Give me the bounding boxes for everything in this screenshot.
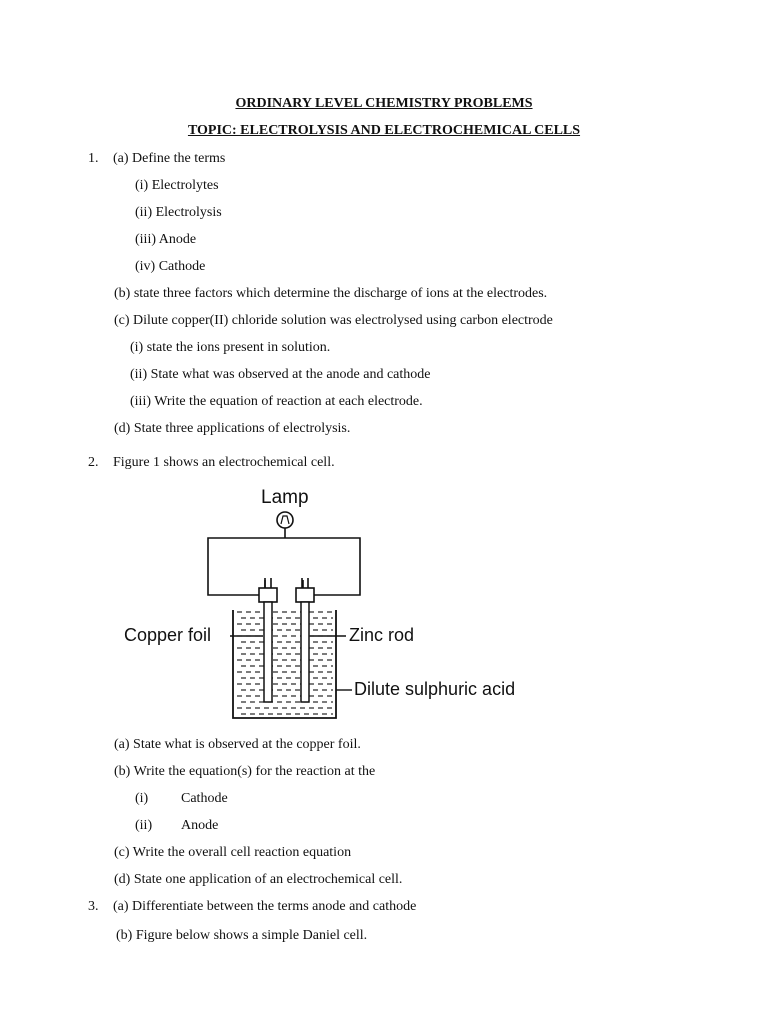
q2-part-c: (c) Write the overall cell reaction equation: [114, 845, 352, 860]
q2-b-i: Cathode: [181, 791, 228, 806]
q2-b-ii-number: (ii): [135, 818, 153, 833]
electrolyte-solution: [237, 612, 333, 714]
q2-intro: Figure 1 shows an electrochemical cell.: [113, 455, 335, 470]
zinc-rod-electrode: [301, 602, 309, 702]
topic-heading: TOPIC: ELECTROLYSIS AND ELECTROCHEMICAL CELLS: [187, 123, 581, 138]
q1-part-b: (b) state three factors which determine the discharge of ions at the electrodes.: [114, 286, 548, 301]
q1-c-i: (i) state the ions present in solution.: [130, 340, 331, 355]
q1-part-d: (d) State three applications of electrolysis.: [114, 421, 351, 436]
q2-number: 2.: [88, 455, 99, 470]
zinc-rod-label: Zinc rod: [349, 625, 415, 645]
q2-b-ii: Anode: [181, 818, 219, 833]
copper-foil-electrode: [264, 602, 272, 702]
q1-a-iv: (iv) Cathode: [135, 259, 206, 274]
beaker: [233, 610, 336, 718]
q1-number: 1.: [88, 151, 99, 166]
q1-a-iii: (iii) Anode: [135, 232, 197, 247]
q1-part-c: (c) Dilute copper(II) chloride solution was electrolysed using carbon electrode: [114, 313, 553, 328]
q1-c-iii: (iii) Write the equation of reaction at each electrode.: [130, 394, 423, 409]
q2-part-b: (b) Write the equation(s) for the reaction at the: [114, 764, 376, 779]
copper-foil-label: Copper foil: [124, 625, 212, 645]
q2-part-a: (a) State what is observed at the copper foil.: [114, 737, 361, 752]
q2-part-d: (d) State one application of an electrochemical cell.: [114, 872, 403, 887]
q1-part-a: (a) Define the terms: [113, 151, 226, 166]
electrode-clamps: [259, 578, 314, 602]
document-title: ORDINARY LEVEL CHEMISTRY PROBLEMS: [235, 96, 533, 111]
dilute-sulphuric-acid-label: Dilute sulphuric acid: [354, 679, 516, 699]
lamp-label: Lamp: [261, 487, 309, 508]
lamp-icon: [277, 512, 293, 538]
external-wire: [208, 538, 360, 595]
electrochemical-cell-figure: [120, 478, 540, 728]
q2-b-i-number: (i): [135, 791, 149, 806]
q3-part-a: (a) Differentiate between the terms anode and cathode: [113, 899, 417, 914]
q3-part-b: (b) Figure below shows a simple Daniel cell.: [116, 928, 368, 943]
q3-number: 3.: [88, 899, 99, 914]
q1-a-ii: (ii) Electrolysis: [135, 205, 222, 220]
q1-a-i: (i) Electrolytes: [135, 178, 219, 193]
q1-c-ii: (ii) State what was observed at the anode and cathode: [130, 367, 431, 382]
